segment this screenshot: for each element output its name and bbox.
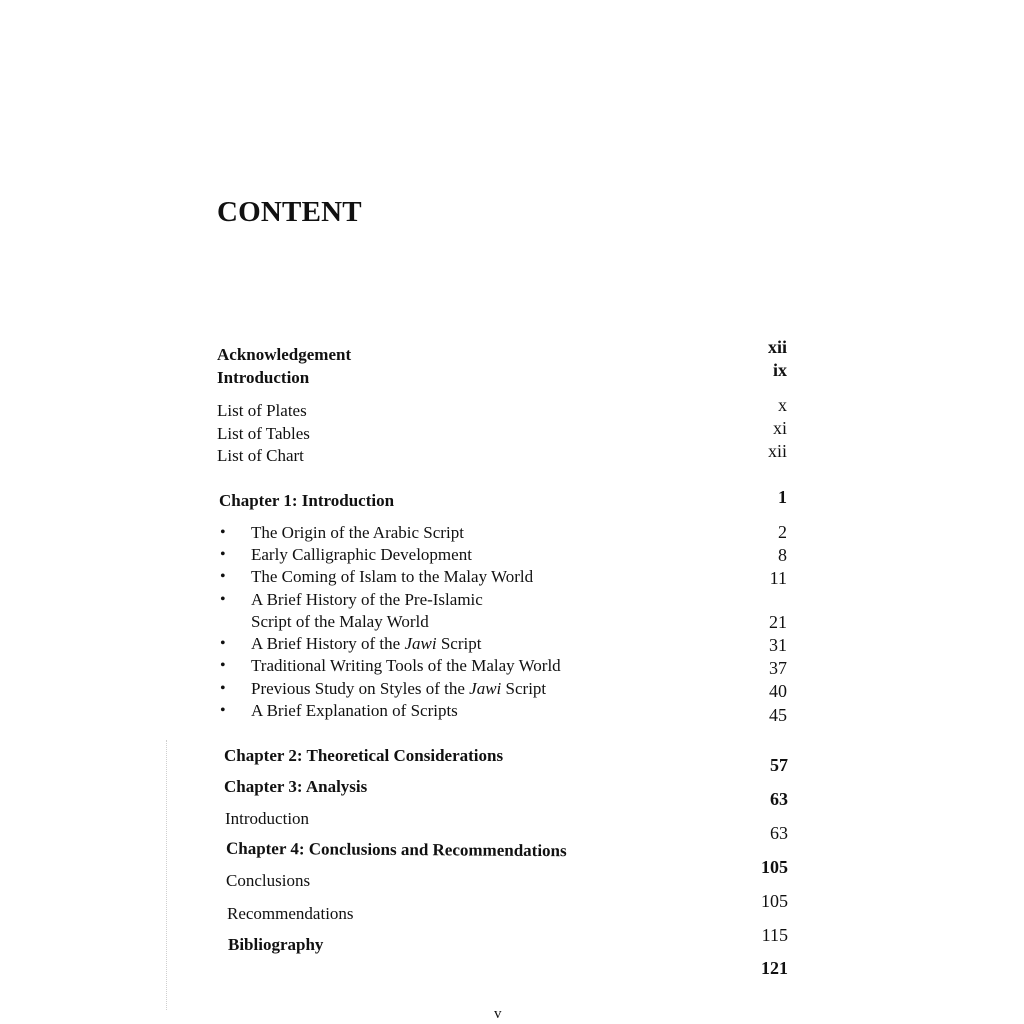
toc-page-recommendations: 115: [761, 925, 788, 945]
toc-page-chapter-4: 105: [761, 857, 788, 877]
toc-subentry-coming-of-islam: The Coming of Islam to the Malay World: [251, 567, 534, 586]
toc-subentry-pre-islamic-line1: A Brief History of the Pre-Islamic: [251, 590, 483, 609]
toc-entry-chapter-2: Chapter 2: Theoretical Considerations: [224, 746, 504, 765]
bullet-icon: •: [220, 568, 226, 585]
toc-entry-list-of-tables: List of Tables: [217, 424, 310, 443]
toc-page-bibliography: 121: [761, 958, 788, 978]
page-title: CONTENT: [217, 196, 362, 228]
toc-page-origin-arabic-script: 2: [778, 522, 787, 542]
toc-subentry-previous-study: Previous Study on Styles of the Jawi Script: [251, 679, 547, 698]
bullet-icon: •: [220, 635, 226, 652]
toc-entry-list-of-plates: List of Plates: [217, 401, 307, 420]
toc-page-introduction: ix: [772, 360, 787, 380]
toc-page-chapter-1: 1: [778, 487, 787, 507]
toc-page-history-jawi: 31: [769, 635, 787, 655]
toc-subentry-early-calligraphic: Early Calligraphic Development: [251, 545, 472, 564]
toc-page-previous-study: 40: [769, 681, 787, 701]
scan-edge-dots: [166, 740, 169, 1010]
toc-page-chapter-3: 63: [770, 789, 788, 809]
toc-page-explanation-scripts: 45: [769, 705, 787, 725]
toc-entry-chapter-4: Chapter 4: Conclusions and Recommendations: [225, 838, 567, 861]
bullet-icon: •: [220, 657, 226, 674]
toc-page-chapter-2: 57: [770, 755, 788, 775]
toc-page-acknowledgement: xii: [767, 337, 787, 357]
toc-entry-conclusions: Conclusions: [226, 871, 311, 890]
bullet-icon: •: [220, 591, 226, 608]
bullet-icon: •: [220, 546, 226, 563]
toc-subentry-pre-islamic-line2: Script of the Malay World: [251, 612, 429, 631]
toc-entry-acknowledgement: Acknowledgement: [217, 345, 352, 364]
toc-page-coming-of-islam: 11: [769, 568, 787, 588]
bullet-icon: •: [220, 524, 226, 541]
toc-page-writing-tools: 37: [769, 658, 787, 678]
bullet-icon: •: [220, 680, 226, 697]
toc-page-early-calligraphic: 8: [778, 545, 787, 565]
toc-page-list-of-tables: xi: [772, 418, 787, 438]
toc-entry-list-of-chart: List of Chart: [217, 446, 304, 465]
toc-page-conclusions: 105: [761, 891, 788, 911]
toc-entry-introduction: Introduction: [217, 368, 310, 387]
footer-page-number: v: [494, 1006, 502, 1022]
toc-subentry-writing-tools: Traditional Writing Tools of the Malay World: [251, 656, 561, 675]
toc-entry-bibliography: Bibliography: [228, 935, 324, 954]
toc-subentry-explanation-scripts: A Brief Explanation of Scripts: [251, 701, 458, 720]
toc-page-pre-islamic: 21: [769, 612, 787, 632]
toc-page-list-of-plates: x: [778, 395, 787, 415]
toc-page-list-of-chart: xii: [767, 441, 787, 461]
toc-entry-chapter-3: Chapter 3: Analysis: [224, 777, 368, 796]
toc-entry-chapter-3-introduction: Introduction: [225, 809, 310, 828]
toc-subentry-history-jawi: A Brief History of the Jawi Script: [251, 634, 482, 653]
toc-page-chapter-3-introduction: 63: [770, 823, 788, 843]
bullet-icon: •: [220, 702, 226, 719]
toc-subentry-origin-arabic-script: The Origin of the Arabic Script: [251, 523, 464, 542]
toc-entry-chapter-1: Chapter 1: Introduction: [219, 491, 395, 510]
toc-entry-recommendations: Recommendations: [227, 904, 354, 923]
